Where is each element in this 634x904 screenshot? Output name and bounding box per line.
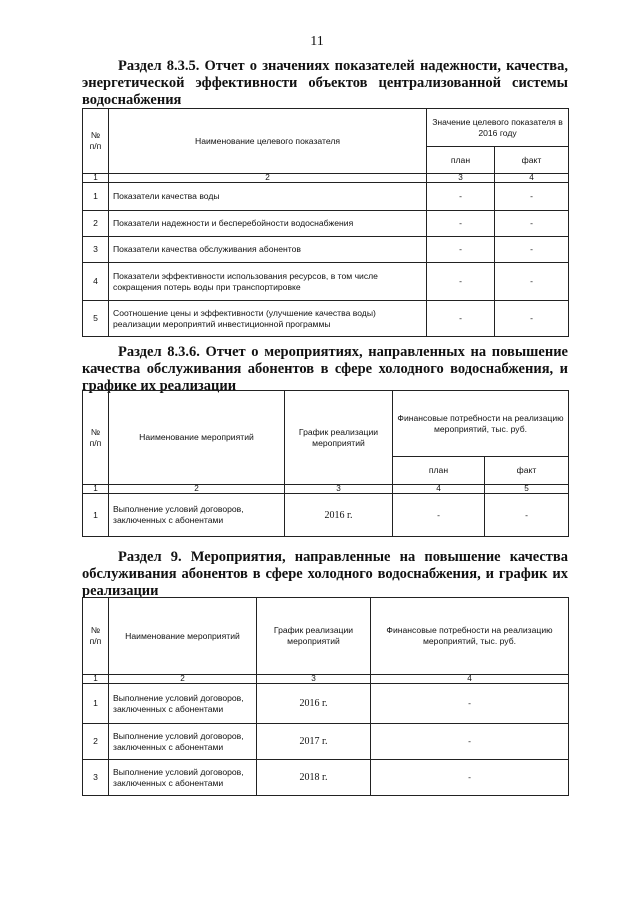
header-activity-name: Наименование мероприятий [109,598,257,675]
section-9-title [82,549,568,600]
row-schedule: 2017 г. [257,724,371,760]
row-plan: - [427,263,495,301]
column-number: 1 [83,485,109,494]
header-finance-group: Финансовые потребности на реализацию мероприятий, тыс. руб. [393,391,569,457]
row-name: Выполнение условий договоров, заключенных с абонентами [109,724,257,760]
row-fact: - [495,211,569,237]
header-activity-name: Наименование мероприятий [109,391,285,485]
row-name: Выполнение условий договоров, заключенных с абонентами [109,684,257,724]
row-name: Показатели эффективности использования ресурсов, в том числе сокращения потерь воды при транспортировке [109,263,427,301]
row-num: 1 [83,183,109,211]
row-plan: - [427,183,495,211]
row-name: Выполнение условий договоров, заключенных с абонентами [109,494,285,537]
header-indicator-name: Наименование целевого показателя [109,109,427,174]
column-number: 1 [83,174,109,183]
row-plan: - [427,237,495,263]
column-number: 2 [109,675,257,684]
table-row [83,724,569,760]
header-schedule: График реализации мероприятий [285,391,393,485]
row-plan: - [393,494,485,537]
section-8-3-5-title-text: Раздел 8.3.5. Отчет о значениях показателей надежности, качества, энергетической эффективности объектов централизованной системы водоснабжения [82,58,568,108]
row-schedule: 2016 г. [257,684,371,724]
header-num: № п/п [83,391,109,485]
column-number: 2 [109,485,285,494]
row-plan: - [427,211,495,237]
row-name: Показатели качества обслуживания абонентов [109,237,427,263]
row-num: 3 [83,237,109,263]
header-num: № п/п [83,598,109,675]
table-row [83,760,569,796]
table-8-3-5 [82,108,569,337]
row-fact: - [495,301,569,337]
row-fact: - [495,237,569,263]
column-number: 2 [109,174,427,183]
row-fact: - [495,263,569,301]
section-8-3-6-title-text: Раздел 8.3.6. Отчет о мероприятиях, направленных на повышение качества обслуживания абонентов в сфере холодного водоснабжения, и графике их реализации [82,344,568,394]
table-row [83,211,569,237]
column-number: 3 [427,174,495,183]
row-num: 5 [83,301,109,337]
row-name: Соотношение цены и эффективности (улучшение качества воды) реализации мероприятий инвестиционной программы [109,301,427,337]
row-num: 2 [83,211,109,237]
section-9-title-text: Раздел 9. Мероприятия, направленные на повышение качества обслуживания абонентов в сфере холодного водоснабжения, и график их реализации [82,549,568,599]
row-fact: - [495,183,569,211]
row-finance: - [371,684,569,724]
header-schedule: График реализации мероприятий [257,598,371,675]
table-8-3-6 [82,390,569,537]
row-finance: - [371,724,569,760]
page-number: 11 [310,34,324,49]
row-schedule: 2016 г. [285,494,393,537]
column-number: 4 [371,675,569,684]
table-row [83,237,569,263]
column-number: 4 [393,485,485,494]
header-value-group: Значение целевого показателя в 2016 году [427,109,569,147]
column-number: 4 [495,174,569,183]
row-name: Показатели надежности и бесперебойности водоснабжения [109,211,427,237]
column-number: 5 [485,485,569,494]
header-finance: Финансовые потребности на реализацию мероприятий, тыс. руб. [371,598,569,675]
row-num: 1 [83,684,109,724]
row-fact: - [485,494,569,537]
section-8-3-5-title [82,58,568,109]
column-number: 3 [285,485,393,494]
row-name: Выполнение условий договоров, заключенных с абонентами [109,760,257,796]
row-num: 4 [83,263,109,301]
header-plan: план [393,457,485,485]
table-row [83,684,569,724]
table-9 [82,597,569,796]
header-num: № п/п [83,109,109,174]
table-row [83,494,569,537]
column-number: 3 [257,675,371,684]
header-fact: факт [485,457,569,485]
row-num: 1 [83,494,109,537]
row-num: 3 [83,760,109,796]
row-finance: - [371,760,569,796]
row-plan: - [427,301,495,337]
header-plan: план [427,147,495,174]
section-8-3-6-title [82,344,568,395]
row-name: Показатели качества воды [109,183,427,211]
table-row [83,263,569,301]
row-num: 2 [83,724,109,760]
header-fact: факт [495,147,569,174]
table-row [83,183,569,211]
table-row [83,301,569,337]
row-schedule: 2018 г. [257,760,371,796]
column-number: 1 [83,675,109,684]
